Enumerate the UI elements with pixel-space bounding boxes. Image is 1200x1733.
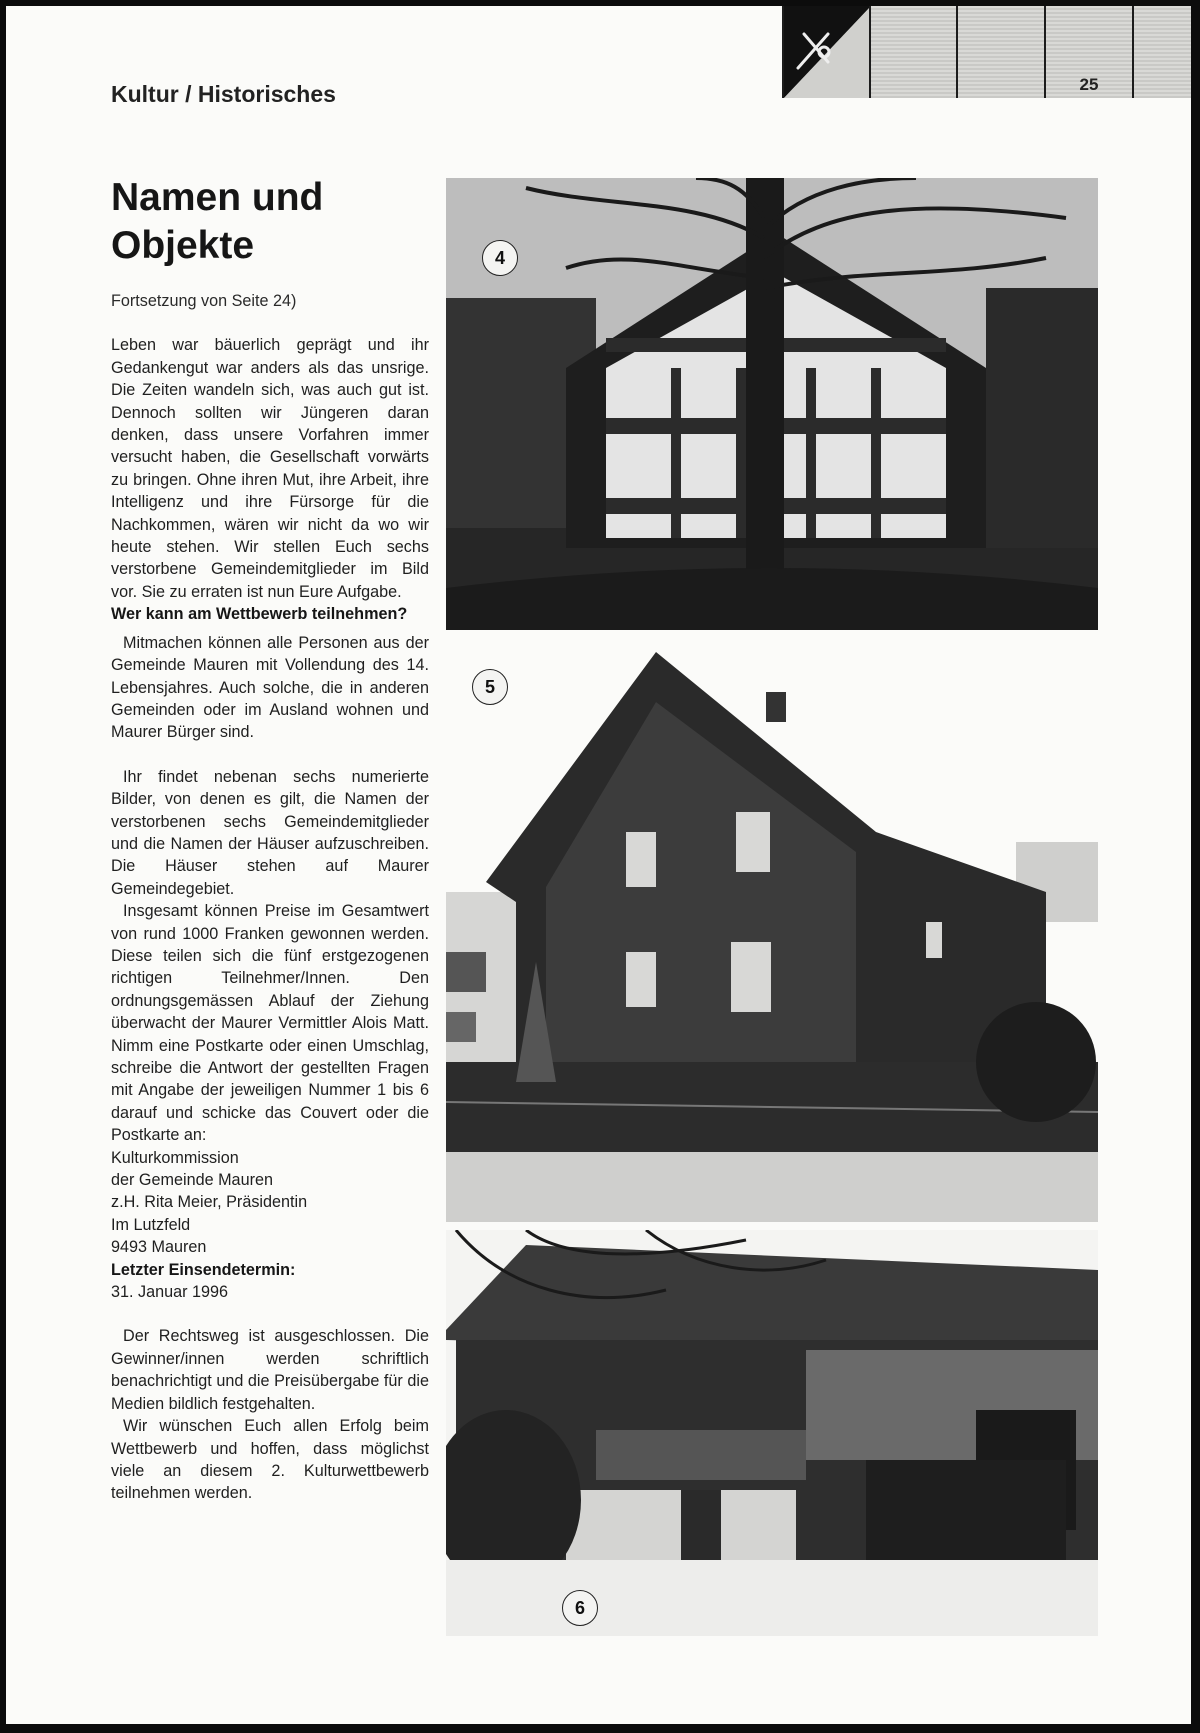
legal-paragraph: Der Rechtsweg ist ausgeschlossen. Die Gewinner/innen werden schriftlich benachrichtigt und die Preisübergabe für die Medien bildlich festgehalten.	[111, 1327, 429, 1413]
who-paragraph: Mitmachen können alle Personen aus der Gemeinde Mauren mit Vollendung des 14. Lebensjahres. Auch solche, die in anderen Gemeinden oder im Ausland wohnen und Maurer Bürger sind.	[111, 633, 429, 742]
photo-house-5	[446, 642, 1098, 1222]
tiled-roof-barn-image	[446, 1230, 1098, 1636]
page-number: 25	[1079, 75, 1099, 94]
header-cell	[1132, 6, 1191, 98]
pictures-paragraph: Ihr findet nebenan sechs numerierte Bilder, von denen es gilt, die Namen der verstorbenen sechs Gemeindemitglieder und die Namen der Häuser aufzuschreiben. Die Häuser stehen auf Maurer Gemeindegebiet.	[111, 767, 429, 898]
header-page-number-cell	[1044, 6, 1132, 98]
deadline-label: Letzter Einsendetermin:	[111, 1260, 296, 1279]
continued-note: Fortsetzung von Seite 24)	[111, 292, 297, 310]
wooden-farmhouse-image	[446, 642, 1098, 1222]
header-cell	[869, 6, 956, 98]
photo-house-6	[446, 1230, 1098, 1636]
barn-with-tree-image	[446, 178, 1098, 630]
header-emblem-cell	[782, 6, 869, 98]
article-column	[111, 174, 429, 1505]
photo-number-badge: 5	[472, 669, 508, 705]
crossed-tools-emblem-icon	[784, 6, 871, 98]
address-line: 9493 Mauren	[111, 1238, 207, 1257]
title-line: Objekte	[111, 224, 255, 267]
address-block	[111, 1147, 429, 1259]
section-label: Kultur / Historisches	[111, 81, 336, 107]
who-heading: Wer kann am Wettbewerb teilnehmen?	[111, 605, 408, 624]
header-strip	[782, 6, 1191, 98]
address-line: Im Lutzfeld	[111, 1215, 191, 1234]
prizes-paragraph: Insgesamt können Preise im Gesamtwert von rund 1000 Franken gewonnen werden. Diese teilen sich die fünf erstgezogenen richtigen Teilnehmer/Innen. Den ordnungsgemässen Ablauf der Ziehung überwacht der Maurer Vermittler Alois Matt. Nimm eine Postkarte oder einen Umschlag, schreibe die Antwort der gestellten Fragen mit Angabe der jeweiligen Nummer 1 bis 6 darauf und schicke das Couvert oder die Postkarte an:	[111, 902, 429, 1145]
photo-number-badge: 4	[482, 240, 518, 276]
address-line: z.H. Rita Meier, Präsidentin	[111, 1193, 308, 1212]
address-line: Kulturkommission	[111, 1148, 239, 1167]
article-title	[111, 174, 429, 270]
magazine-page	[6, 6, 1191, 1724]
header-cell	[956, 6, 1044, 98]
title-line: Namen und	[111, 176, 324, 219]
deadline-date: 31. Januar 1996	[111, 1283, 229, 1302]
address-line: der Gemeinde Mauren	[111, 1171, 273, 1190]
photo-house-4	[446, 178, 1098, 630]
wishes-paragraph: Wir wünschen Euch allen Erfolg beim Wettbewerb und hoffen, dass möglichst viele an diesem 2. Kulturwettbewerb teilnehmen werden.	[111, 1417, 429, 1503]
photo-number-badge: 6	[562, 1590, 598, 1626]
intro-paragraph: Leben war bäuerlich geprägt und ihr Gedankengut war anders als das unsrige. Die Zeiten wandeln sich, was auch gut ist. Dennoch sollten wir Jüngeren daran denken, dass unsere Vorfahren immer versucht haben, die Gesellschaft vorwärts zu bringen. Ohne ihren Mut, ihre Arbeit, ihre Intelligenz und ihre Fürsorge für die Nachkommen, wären wir nicht da wo wir heute stehen. Wir stellen Euch sechs verstorbene Gemeindemitglieder im Bild vor. Sie zu erraten ist nun Eure Aufgabe.	[111, 336, 429, 601]
